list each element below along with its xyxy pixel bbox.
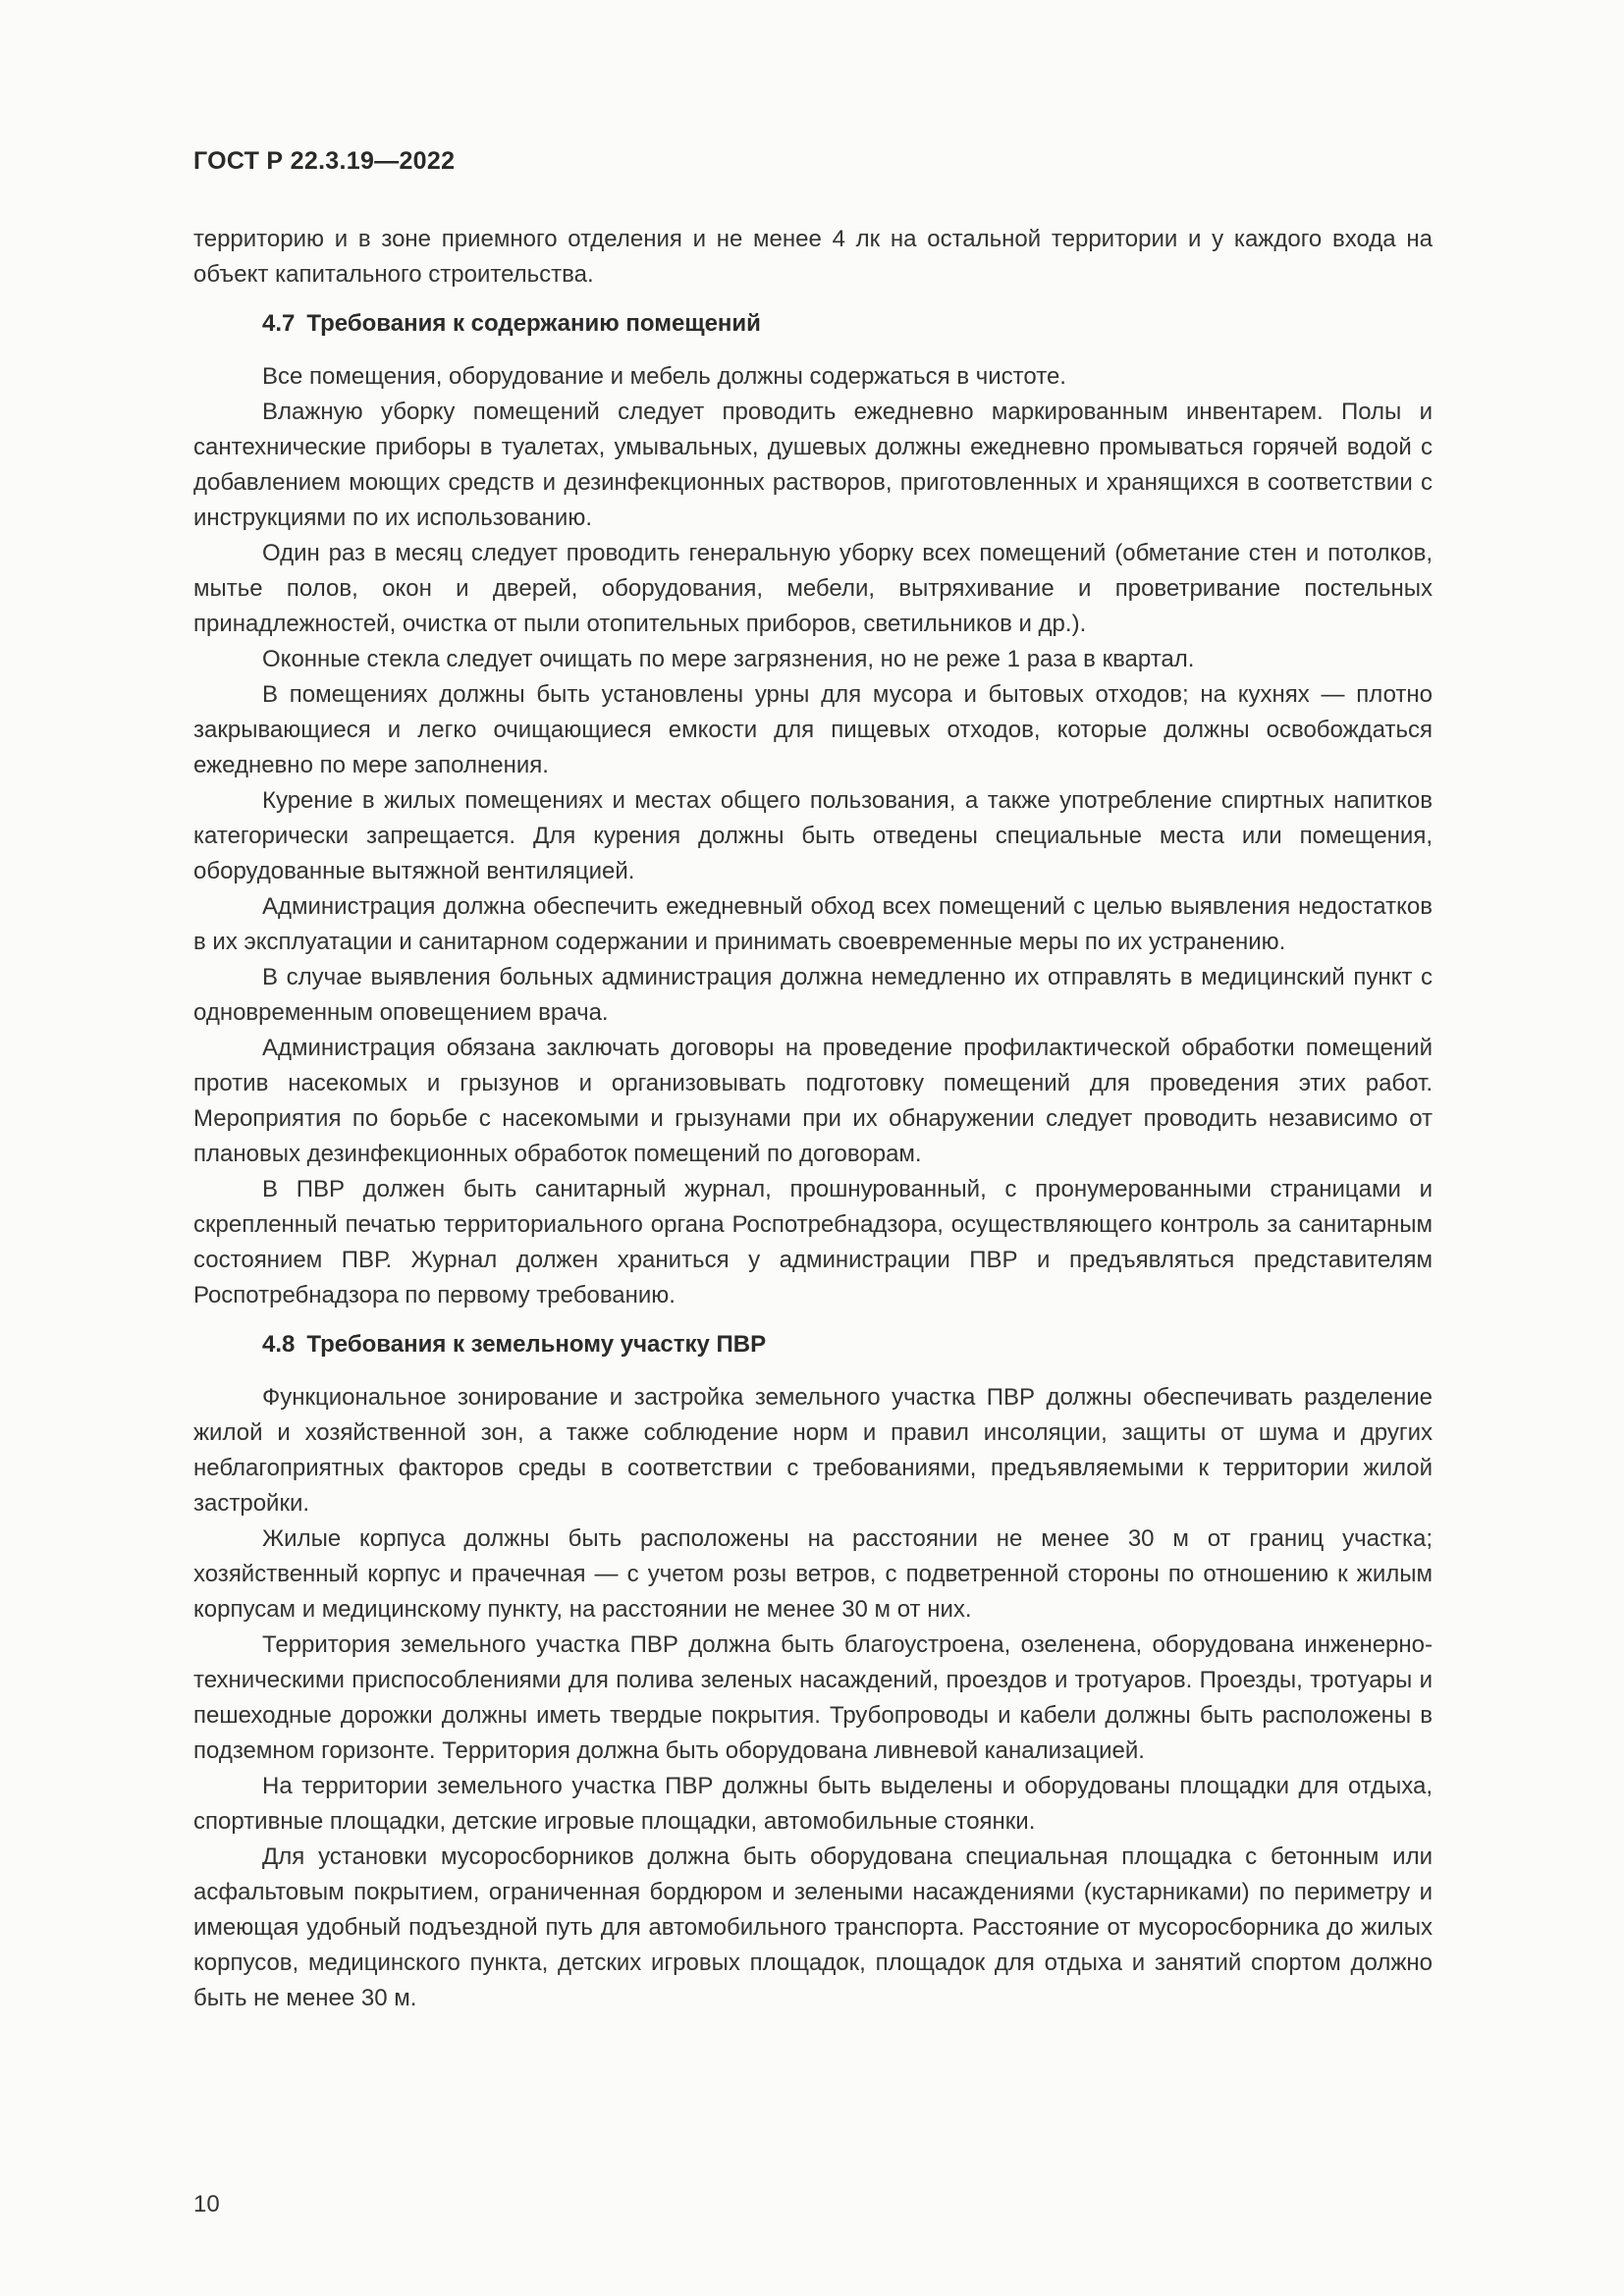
paragraph: В ПВР должен быть санитарный журнал, прошнурованный, с пронумерованными страницами и скрепленный печатью территориального органа Роспотребнадзора, осуществляющего контроль за санитарным состоянием ПВР. Журнал должен храниться у администрации ПВР и предъявляться представителям Роспотребнадзора по первому требованию. <box>193 1176 1433 1308</box>
paragraph: Все помещения, оборудование и мебель должны содержаться в чистоте. <box>262 363 1066 390</box>
paragraph: Оконные стекла следует очищать по мере загрязнения, но не реже 1 раза в квартал. <box>262 646 1195 672</box>
paragraph: Жилые корпуса должны быть расположены на расстоянии не менее 30 м от границ участка; хозяйственный корпус и прачечная — с учетом розы ветров, с подветренной стороны по отношению к жилым корпусам и медицинскому пункту, на расстоянии не менее 30 м от них. <box>193 1525 1433 1623</box>
intro-paragraph: территорию и в зоне приемного отделения и не менее 4 лк на остальной территории и у каждого входа на объект капитального строительства. <box>193 226 1433 288</box>
section-heading-4-8 <box>193 1327 1433 1362</box>
paragraph: В случае выявления больных администрация должна немедленно их отправлять в медицинский пункт с одновременным оповещением врача. <box>193 964 1433 1026</box>
paragraph: Функциональное зонирование и застройка земельного участка ПВР должны обеспечивать разделение жилой и хозяйственной зон, а также соблюдение норм и правил инсоляции, защиты от шума и других неблагоприятных факторов среды в соответствии с требованиями, предъявляемыми к территории жилой застройки. <box>193 1384 1433 1517</box>
paragraph: Влажную уборку помещений следует проводить ежедневно маркированным инвентарем. Полы и сантехнические приборы в туалетах, умывальных, душевых должны ежедневно промываться горячей водой с добавлением моющих средств и дезинфекционных растворов, приготовленных и хранящихся в соответствии с инструкциями по их использованию. <box>193 399 1433 531</box>
paragraph: Администрация обязана заключать договоры на проведение профилактической обработки помещений против насекомых и грызунов и организовывать подготовку помещений для проведения этих работ. Мероприятия по борьбе с насекомыми и грызунами при их обнаружении следует проводить независимо от плановых дезинфекционных обработок помещений по договорам. <box>193 1035 1433 1167</box>
section-title: Требования к земельному участку ПВР <box>306 1331 767 1358</box>
section-number: 4.8 <box>262 1331 296 1358</box>
section-heading-4-7 <box>193 306 1433 342</box>
page-number: 10 <box>193 2191 220 2217</box>
paragraph: Территория земельного участка ПВР должна быть благоустроена, озеленена, оборудована инженерно-техническими приспособлениями для полива зеленых насаждений, проездов и тротуаров. Проезды, тротуары и пешеходные дорожки должны иметь твердые покрытия. Трубопроводы и кабели должны быть расположены в подземном горизонте. Территория должна быть оборудована ливневой канализацией. <box>193 1631 1433 1764</box>
document-header-code: ГОСТ Р 22.3.19—2022 <box>193 147 456 175</box>
paragraph: На территории земельного участка ПВР должны быть выделены и оборудованы площадки для отдыха, спортивные площадки, детские игровые площадки, автомобильные стоянки. <box>193 1773 1433 1835</box>
paragraph: В помещениях должны быть установлены урны для мусора и бытовых отходов; на кухнях — плотно закрывающиеся и легко очищающиеся емкости для пищевых отходов, которые должны освобождаться ежедневно по мере заполнения. <box>193 681 1433 778</box>
section-title: Требования к содержанию помещений <box>306 310 761 337</box>
section-number: 4.7 <box>262 310 296 337</box>
document-body <box>193 222 1433 2016</box>
paragraph: Администрация должна обеспечить ежедневный обход всех помещений с целью выявления недостатков в их эксплуатации и санитарном содержании и принимать своевременные меры по их устранению. <box>193 893 1433 955</box>
paragraph: Один раз в месяц следует проводить генеральную уборку всех помещений (обметание стен и потолков, мытье полов, окон и дверей, оборудования, мебели, вытряхивание и проветривание постельных принадлежностей, очистка от пыли отопительных приборов, светильников и др.). <box>193 540 1433 637</box>
paragraph: Для установки мусоросборников должна быть оборудована специальная площадка с бетонным или асфальтовым покрытием, ограниченная бордюром и зелеными насаждениями (кустарниками) по периметру и имеющая удобный подъездной путь для автомобильного транспорта. Расстояние от мусоросборника до жилых корпусов, медицинского пункта, детских игровых площадок, площадок для отдыха и занятий спортом должно быть не менее 30 м. <box>193 1843 1433 2011</box>
paragraph: Курение в жилых помещениях и местах общего пользования, а также употребление спиртных напитков категорически запрещается. Для курения должны быть отведены специальные места или помещения, оборудованные вытяжной вентиляцией. <box>193 787 1433 884</box>
